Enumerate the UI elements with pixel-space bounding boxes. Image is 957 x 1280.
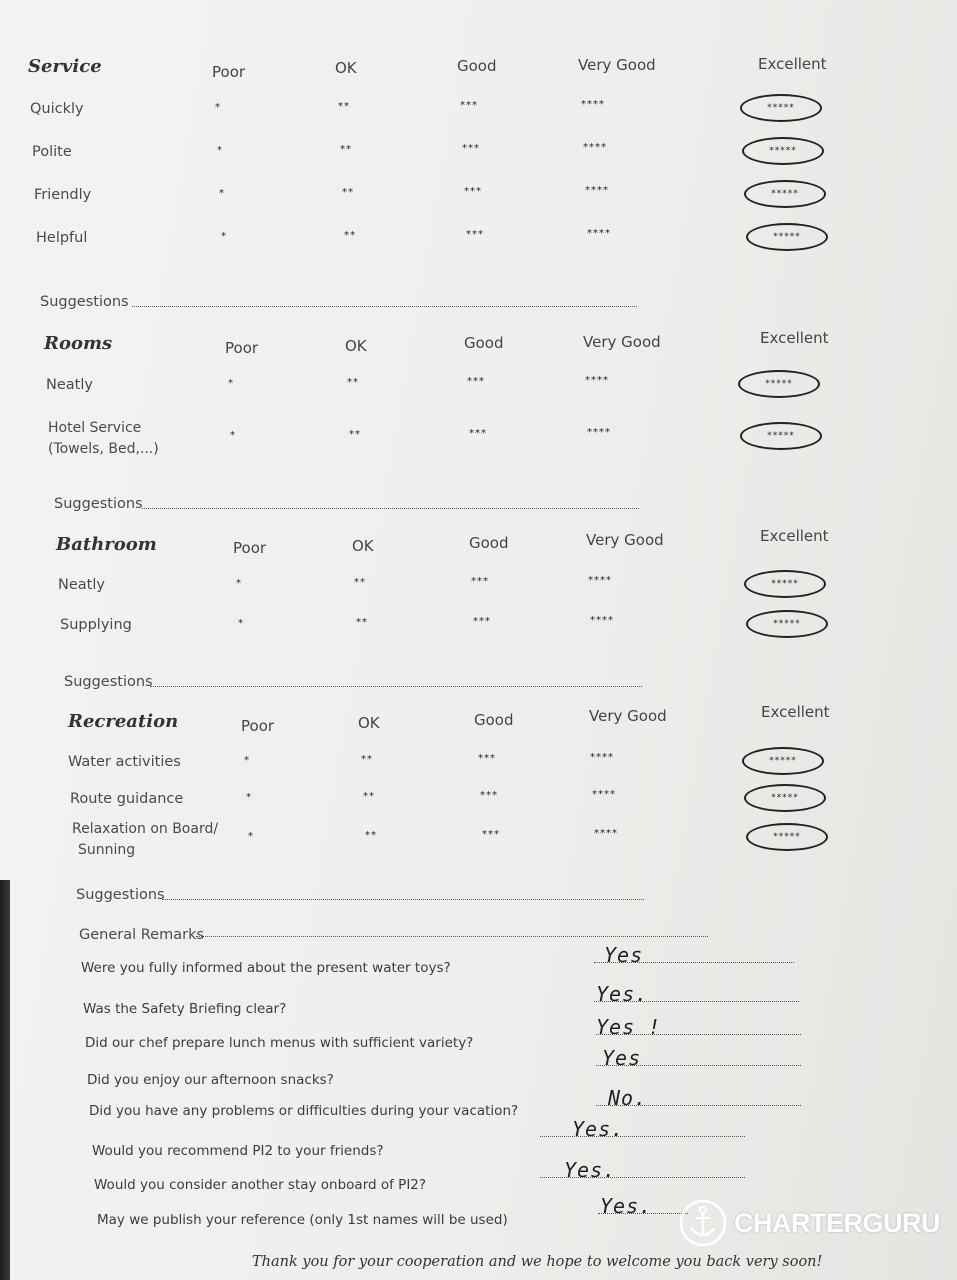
rating-excellent-circled[interactable] [746,223,828,251]
suggestions-label: Suggestions [64,674,153,690]
rating-option: * [228,378,234,389]
rating-option: ***** [773,832,801,842]
column-header: Good [464,334,504,352]
rating-option: *** [469,428,487,439]
survey-question: May we publish your reference (only 1st names will be used) [97,1212,508,1228]
suggestions-label: Suggestions [40,294,129,310]
item-label [72,819,262,861]
rating-option: ** [344,230,356,241]
rating-option: ***** [769,146,797,156]
survey-question: Would you recommend PI2 to your friends? [92,1143,384,1159]
item-label: Friendly [34,187,92,203]
rating-option: ** [340,144,352,155]
rating-option: *** [478,753,496,764]
item-label-line1: Relaxation on Board/ [72,821,219,837]
page-edge [0,880,10,1280]
rating-option: ** [363,791,375,802]
column-header: Very Good [578,56,656,74]
suggestions-line [150,686,642,687]
rating-option: ***** [771,189,799,199]
rating-excellent-circled[interactable] [746,823,828,851]
column-header: Very Good [583,333,661,351]
rating-option: *** [462,143,480,154]
general-remarks-line [196,936,708,937]
item-label-line2: Sunning [78,842,136,858]
handwritten-answer: Yes. [600,1194,653,1218]
item-label: Helpful [36,230,88,246]
rating-option: * [236,578,242,589]
item-label: Polite [32,144,72,160]
answer-line [596,1034,801,1035]
rating-option: **** [585,375,609,386]
rating-option: **** [594,828,618,839]
general-remarks-label: General Remarks [79,927,205,943]
column-header: Good [469,534,509,552]
item-label-line1: Hotel Service [48,420,142,436]
column-header: Excellent [760,329,829,347]
rating-option: ** [347,377,359,388]
rating-option: ** [365,830,377,841]
rating-option: ** [342,187,354,198]
rating-option: * [244,755,250,766]
answer-line [594,1001,799,1002]
column-header: OK [358,714,380,732]
rating-excellent-circled[interactable] [744,180,826,208]
rating-excellent-circled[interactable] [746,610,828,638]
column-header: Poor [233,539,267,557]
rating-option: * [230,430,236,441]
handwritten-answer: Yes [604,943,644,967]
rating-excellent-circled[interactable] [744,784,826,812]
rating-option: * [217,145,223,156]
column-header: OK [335,59,357,77]
section-title: Recreation [68,711,179,732]
answer-line [594,962,794,963]
watermark-logo [678,1198,940,1248]
item-label-line2: (Towels, Bed,...) [48,441,159,457]
answer-line [598,1213,688,1214]
rating-excellent-circled[interactable] [738,370,820,398]
rating-option: **** [587,228,611,239]
rating-option: *** [466,229,484,240]
rating-option: **** [590,615,614,626]
anchor-icon [678,1198,728,1248]
rating-option: **** [590,752,614,763]
rating-excellent-circled[interactable] [744,570,826,598]
section-title: Rooms [44,333,113,354]
handwritten-answer: Yes. [564,1158,617,1182]
item-label: Route guidance [70,791,184,807]
rating-excellent-circled[interactable] [740,94,822,122]
item-label: Quickly [30,101,84,117]
column-header: Poor [212,63,246,81]
column-header: Excellent [758,55,827,73]
handwritten-answer: No. [608,1086,648,1110]
rating-option: ***** [771,793,799,803]
rating-option: *** [480,790,498,801]
rating-excellent-circled[interactable] [742,137,824,165]
rating-option: ***** [765,379,793,389]
suggestions-line [162,899,644,900]
answer-line [540,1136,745,1137]
rating-option: ** [349,429,361,440]
rating-option: **** [581,99,605,110]
rating-option: *** [460,100,478,111]
item-label: Neatly [46,377,93,393]
rating-option: *** [464,186,482,197]
rating-option: ***** [767,103,795,113]
rating-option: **** [583,142,607,153]
handwritten-answer: Yes [602,1046,642,1070]
answer-line [596,1065,801,1066]
survey-question: Would you consider another stay onboard of PI2? [94,1177,427,1193]
handwritten-answer: Yes. [596,982,649,1006]
column-header: OK [345,337,367,355]
rating-option: * [215,102,221,113]
rating-option: *** [467,376,485,387]
rating-option: **** [588,575,612,586]
handwritten-answer: Yes. [572,1117,625,1141]
column-header: Good [457,57,497,75]
rating-option: *** [473,616,491,627]
handwritten-answer: Yes ! [596,1015,662,1039]
rating-excellent-circled[interactable] [740,422,822,450]
rating-option: **** [585,185,609,196]
column-header: OK [352,537,374,555]
rating-option: ***** [771,579,799,589]
survey-question: Did you enjoy our afternoon snacks? [87,1072,334,1088]
suggestions-line [132,306,637,307]
survey-question: Was the Safety Briefing clear? [83,1001,287,1017]
rating-option: ** [356,617,368,628]
rating-option: ** [338,101,350,112]
column-header: Poor [225,339,259,357]
item-label: Neatly [58,577,105,593]
suggestions-line [142,508,639,509]
rating-option: ** [354,577,366,588]
section-title: Bathroom [56,534,157,555]
suggestions-label: Suggestions [76,887,165,903]
column-header: Good [474,711,514,729]
survey-question: Did our chef prepare lunch menus with sufficient variety? [85,1035,474,1051]
rating-option: *** [471,576,489,587]
column-header: Excellent [761,703,830,721]
rating-option: **** [587,427,611,438]
rating-option: ***** [767,431,795,441]
column-header: Excellent [760,527,829,545]
item-label: Supplying [60,617,132,633]
rating-excellent-circled[interactable] [742,747,824,775]
column-header: Very Good [586,531,664,549]
watermark-text: CHARTERGURU [734,1207,940,1238]
column-header: Poor [241,717,275,735]
rating-option: ***** [773,232,801,242]
rating-option: ** [361,754,373,765]
column-header: Very Good [589,707,667,725]
rating-option: **** [592,789,616,800]
rating-option: * [238,618,244,629]
rating-option: * [248,831,254,842]
rating-option: * [246,792,252,803]
survey-question: Did you have any problems or difficulties during your vacation? [89,1103,519,1119]
suggestions-label: Suggestions [54,496,143,512]
rating-option: * [219,188,225,199]
rating-option: *** [482,829,500,840]
survey-question: Were you fully informed about the present water toys? [81,960,451,976]
rating-option: ***** [773,619,801,629]
closing-message: Thank you for your cooperation and we hope to welcome you back very soon! [252,1254,823,1270]
item-label: Water activities [68,754,181,770]
rating-option: ***** [769,756,797,766]
rating-option: * [221,231,227,242]
section-title: Service [28,56,102,77]
answer-line [540,1177,745,1178]
answer-line [596,1105,801,1106]
item-label [48,418,238,460]
